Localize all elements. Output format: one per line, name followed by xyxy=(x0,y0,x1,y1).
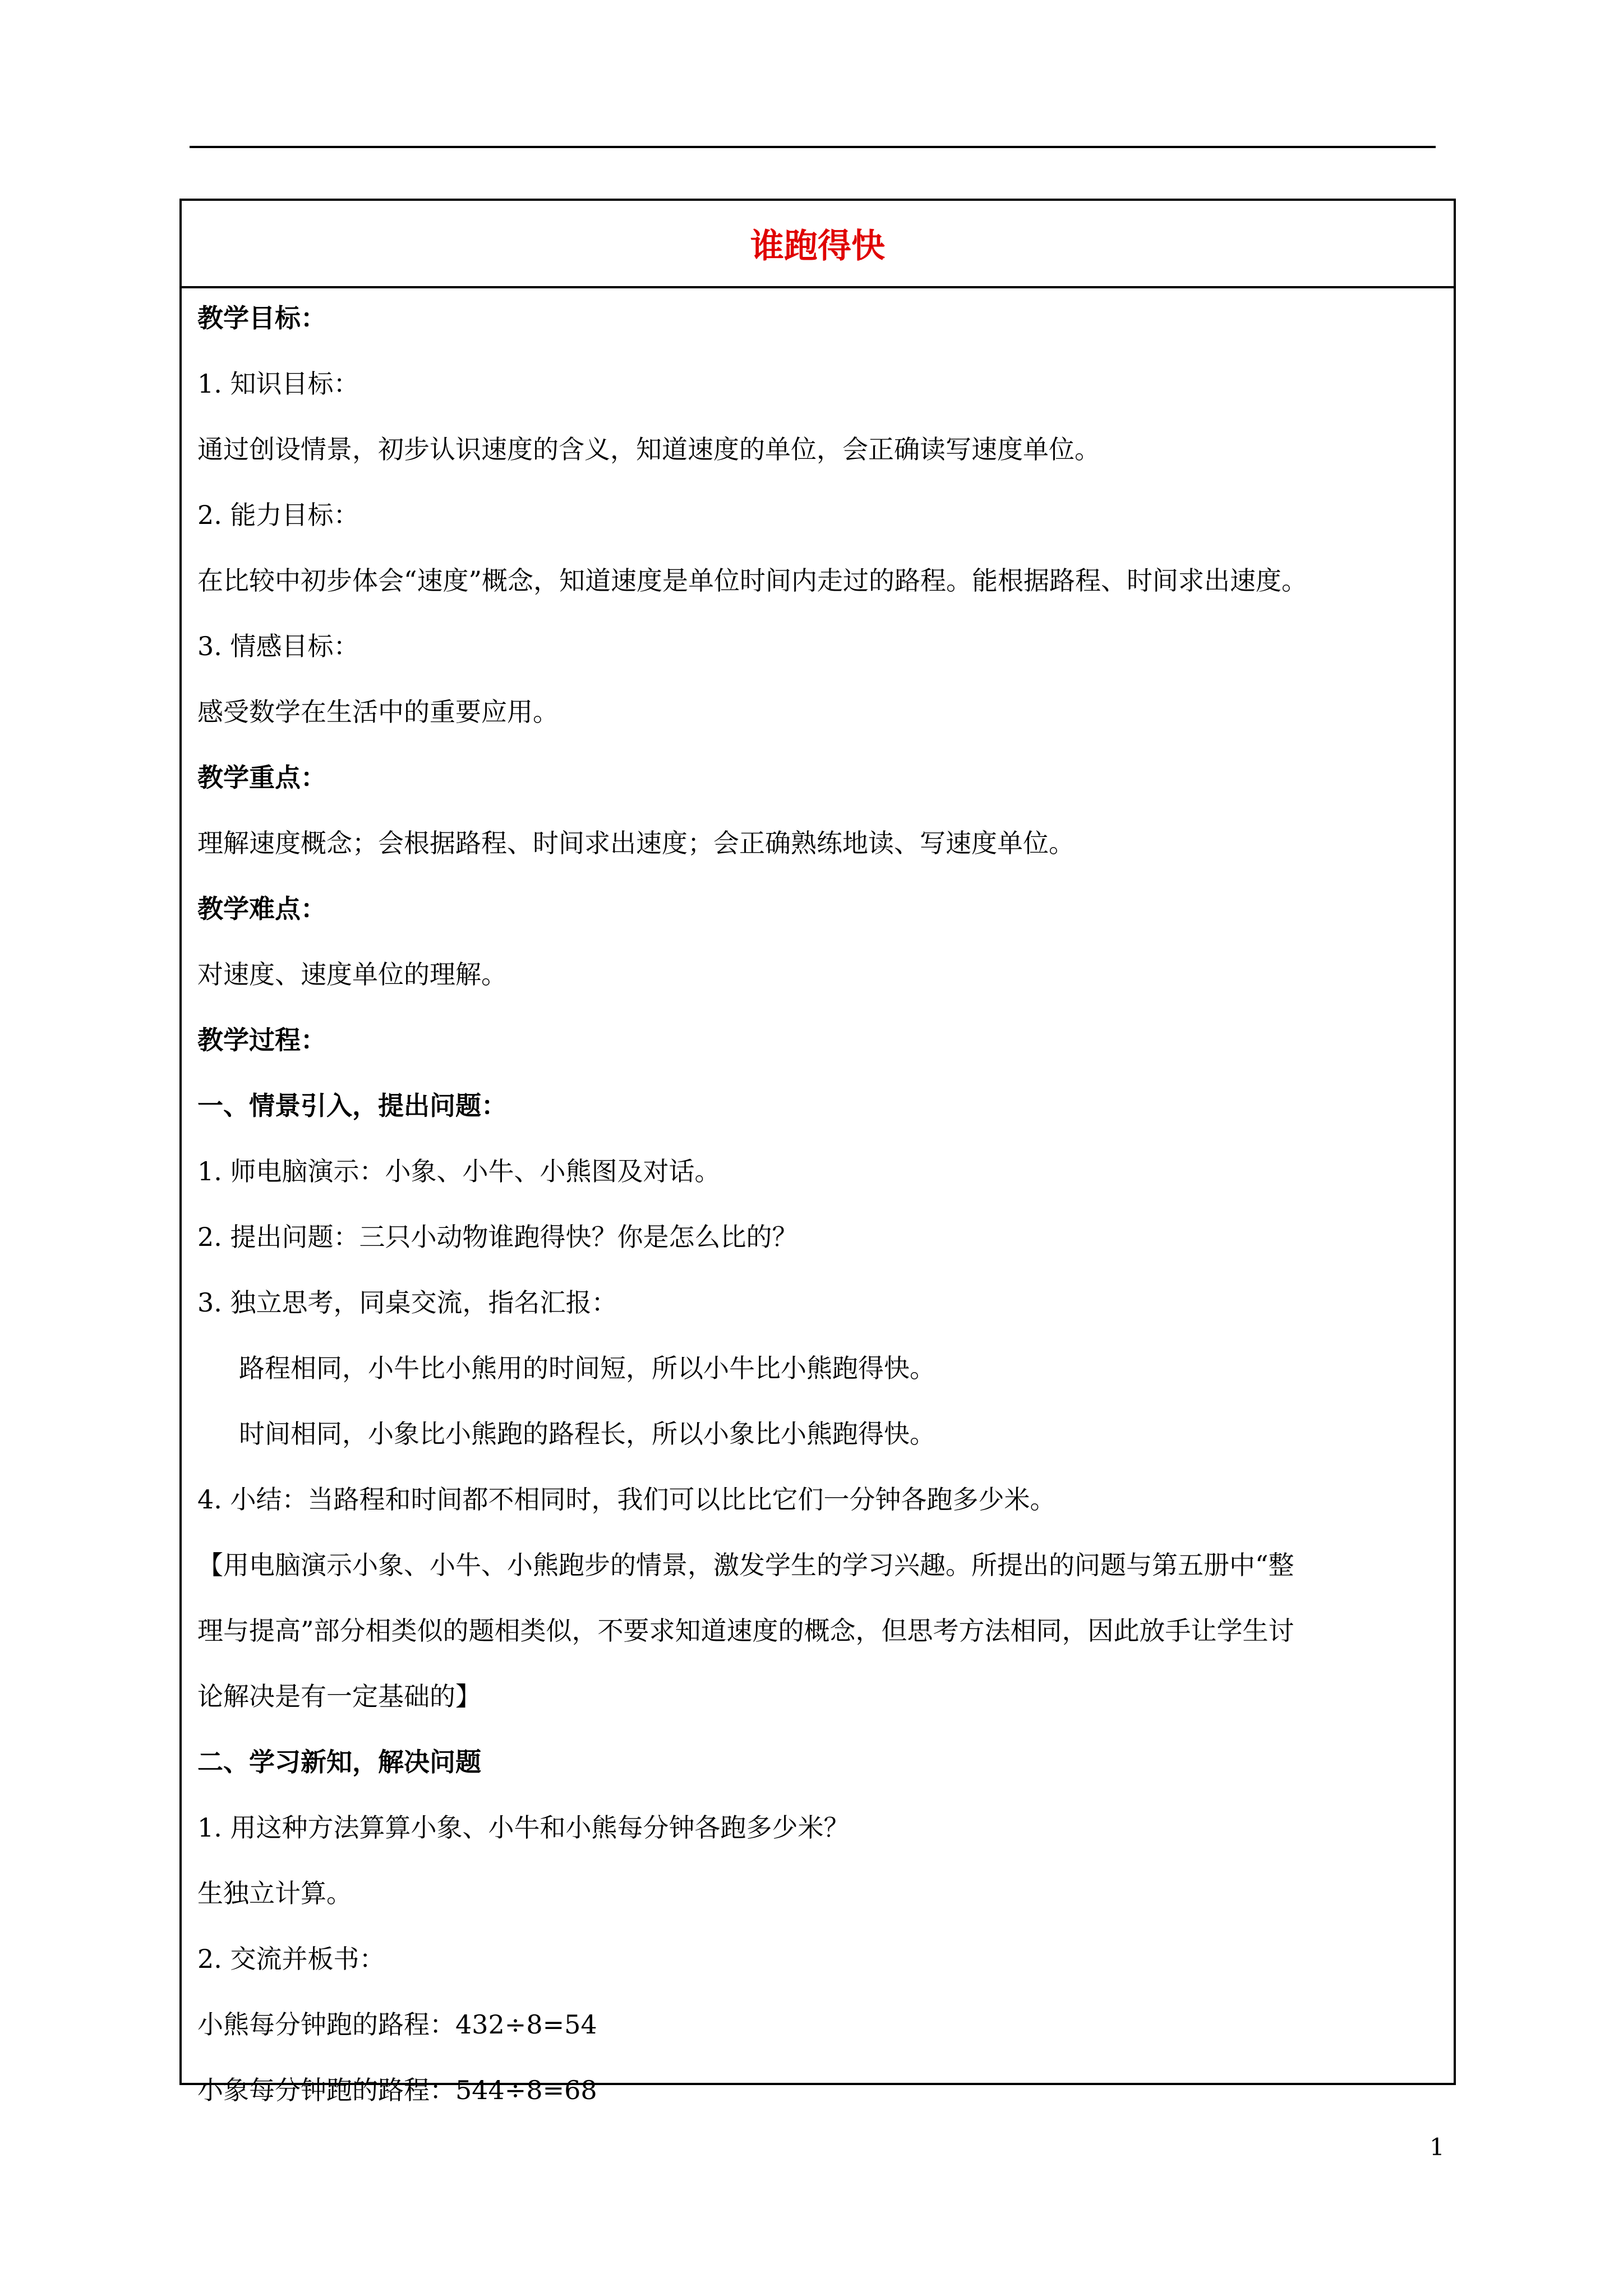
section-heading-process: 教学过程： xyxy=(197,1025,326,1055)
part-one-step-3: 3. 独立思考，同桌交流，指名汇报： xyxy=(197,1287,617,1318)
report-line-2: 时间相同，小象比小熊跑的路程长，所以小象比小熊跑得快。 xyxy=(239,1419,935,1449)
objective-knowledge-heading: 1. 知识目标： xyxy=(197,369,359,399)
objective-knowledge-text: 通过创设情景，初步认识速度的含义，知道速度的单位，会正确读写速度单位。 xyxy=(197,434,1100,464)
key-points-text: 理解速度概念；会根据路程、时间求出速度；会正确熟练地读、写速度单位。 xyxy=(197,828,1075,858)
part-two-step-2: 2. 交流并板书： xyxy=(197,1944,385,1974)
part-one-heading: 一、情景引入，提出问题： xyxy=(197,1091,507,1121)
section-heading-key-points: 教学重点： xyxy=(197,762,326,793)
objective-emotion-text: 感受数学在生活中的重要应用。 xyxy=(197,697,559,727)
lesson-plan-table xyxy=(179,199,1456,2105)
difficulties-text: 对速度、速度单位的理解。 xyxy=(197,959,507,990)
objective-ability-heading: 2. 能力目标： xyxy=(197,500,359,530)
title-cell xyxy=(182,201,1454,288)
part-two-step-1-note: 生独立计算。 xyxy=(197,1878,352,1908)
design-note-line-2: 理与提高”部分相类似的题相类似，不要求知道速度的概念，但思考方法相同，因此放手让学生讨 xyxy=(197,1616,1294,1646)
part-one-step-2: 2. 提出问题：三只小动物谁跑得快？你是怎么比的？ xyxy=(197,1222,798,1252)
design-note-line-3: 论解决是有一定基础的】 xyxy=(197,1681,481,1711)
objective-ability-text: 在比较中初步体会“速度”概念，知道速度是单位时间内走过的路程。能根据路程、时间求出速度。 xyxy=(197,565,1308,596)
calc-elephant: 小象每分钟跑的路程：544÷8=68 xyxy=(197,2075,597,2105)
section-heading-objectives: 教学目标： xyxy=(197,303,326,333)
lesson-title: 谁跑得快 xyxy=(750,227,885,266)
header-rule xyxy=(190,146,1436,148)
part-one-step-4: 4. 小结：当路程和时间都不相同时，我们可以比比它们一分钟各跑多少米。 xyxy=(197,1484,1056,1515)
report-line-1: 路程相同，小牛比小熊用的时间短，所以小牛比小熊跑得快。 xyxy=(239,1353,935,1383)
page-number: 1 xyxy=(1430,2133,1445,2161)
objective-emotion-heading: 3. 情感目标： xyxy=(197,631,359,661)
part-two-heading: 二、学习新知，解决问题 xyxy=(197,1747,481,1777)
calc-bear: 小熊每分钟跑的路程：432÷8=54 xyxy=(197,2009,597,2040)
part-one-step-1: 1. 师电脑演示：小象、小牛、小熊图及对话。 xyxy=(197,1156,721,1186)
part-two-step-1: 1. 用这种方法算算小象、小牛和小熊每分钟各跑多少米？ xyxy=(197,1812,850,1843)
design-note-line-1: 【用电脑演示小象、小牛、小熊跑步的情景，激发学生的学习兴趣。所提出的问题与第五册中“整 xyxy=(197,1550,1294,1580)
section-heading-difficulties: 教学难点： xyxy=(197,894,326,924)
